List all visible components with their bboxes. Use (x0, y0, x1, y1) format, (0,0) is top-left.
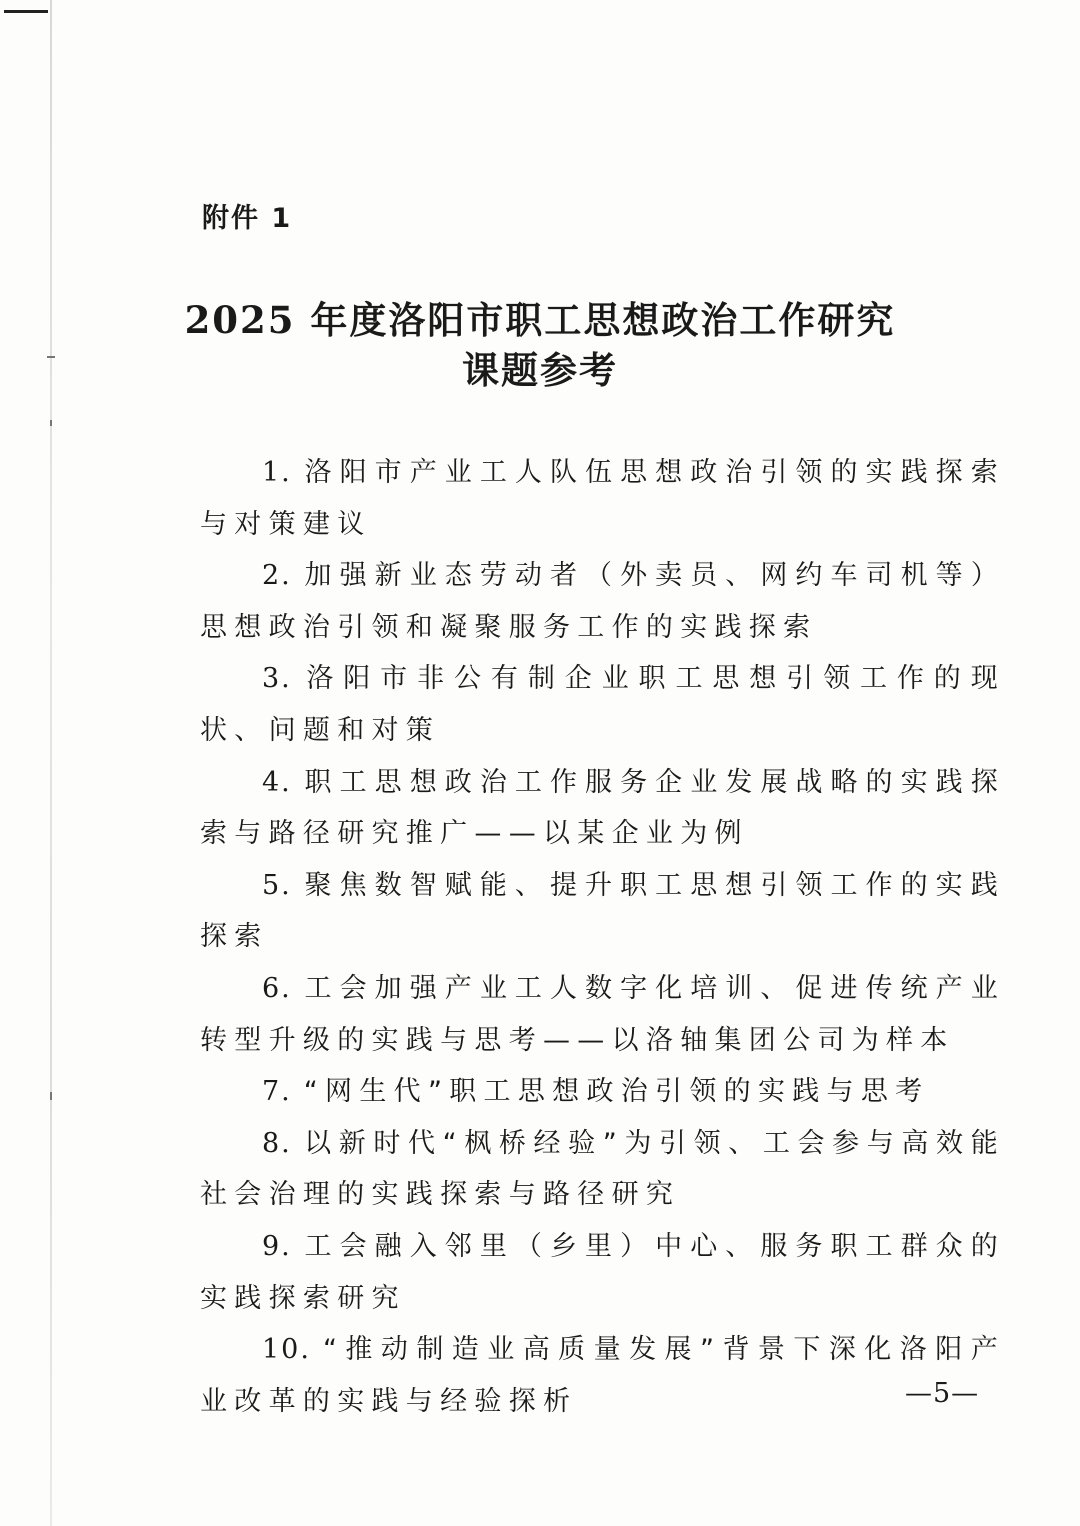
topic-list (200, 447, 1005, 1427)
topic-item (200, 653, 1005, 756)
topic-number: 10. (262, 1334, 311, 1366)
topic-item (200, 1324, 1005, 1427)
topic-item (200, 860, 1005, 963)
topic-item (200, 1118, 1005, 1221)
topic-item (200, 963, 1005, 1066)
document-title-line-2: 课题参考 (462, 348, 618, 392)
topic-number: 7. (262, 1076, 292, 1108)
topic-item (200, 550, 1005, 653)
topic-text: “网生代”职工思想政治引领的实践与思考 (303, 1076, 930, 1108)
attachment-label: 附件 1 (202, 203, 293, 234)
topic-number: 9. (262, 1230, 292, 1262)
topic-number: 2. (262, 560, 292, 592)
topic-number: 8. (262, 1127, 292, 1159)
scan-edge-line (50, 0, 52, 1526)
topic-item (200, 447, 1005, 550)
topic-text: 工会加强产业工人数字化培训、促进传统产业转型升级的实践与思考——以洛轴集团公司为样本 (200, 972, 1005, 1056)
document-title-line-1: 2025 年度洛阳市职工思想政治工作研究 (184, 298, 896, 342)
topic-text: 以新时代“枫桥经验”为引领、工会参与高效能社会治理的实践探索与路径研究 (200, 1127, 1005, 1211)
binding-tick (50, 420, 52, 426)
topic-number: 3. (262, 663, 292, 695)
topic-text: 工会融入邻里（乡里）中心、服务职工群众的实践探索研究 (200, 1230, 1005, 1314)
topic-number: 1. (262, 457, 292, 488)
topic-text: 洛阳市产业工人队伍思想政治引领的实践探索与对策建议 (200, 457, 1005, 540)
topic-text: “推动制造业高质量发展”背景下深化洛阳产业改革的实践与经验探析 (200, 1334, 1005, 1417)
topic-text: 洛阳市非公有制企业职工思想引领工作的现状、问题和对策 (200, 663, 1005, 746)
topic-number: 4. (262, 766, 292, 798)
topic-number: 5. (262, 869, 292, 901)
topic-text: 加强新业态劳动者（外卖员、网约车司机等）思想政治引领和凝聚服务工作的实践探索 (200, 560, 1005, 643)
topic-text: 职工思想政治工作服务企业发展战略的实践探索与路径研究推广——以某企业为例 (200, 766, 1005, 850)
topic-item (200, 1221, 1005, 1324)
topic-text: 聚焦数智赋能、提升职工思想引领工作的实践探索 (200, 869, 1005, 953)
binding-tick (47, 356, 55, 358)
topic-item (200, 1066, 1005, 1118)
binding-tick (50, 1092, 52, 1100)
page-number: —5— (905, 1378, 980, 1409)
scan-corner-mark (4, 10, 48, 13)
topic-item (200, 757, 1005, 860)
topic-number: 6. (262, 972, 292, 1004)
